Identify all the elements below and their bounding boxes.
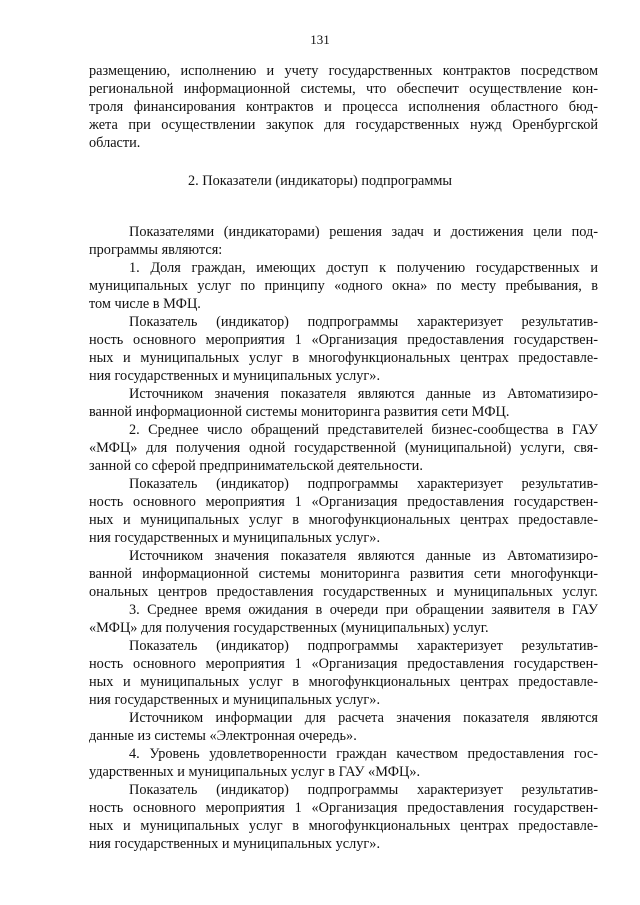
text-line: области. [89, 135, 141, 151]
text-line: размещению, исполнению и учету государственных контрактов посредством [89, 63, 598, 79]
text-line: ных и муниципальных услуг в многофункциональных центрах предоставле- [89, 818, 598, 834]
text-line: том числе в МФЦ. [89, 296, 201, 312]
text-line: ность основного мероприятия 1 «Организация предоставления государствен- [89, 800, 598, 816]
text-line: ных и муниципальных услуг в многофункциональных центрах предоставле- [89, 512, 598, 528]
text-line: 3. Среднее время ожидания в очереди при обращении заявителя в ГАУ [129, 602, 598, 618]
section-heading: 2. Показатели (индикаторы) подпрограммы [187, 173, 453, 189]
text-line: жета при осуществлении закупок для государственных нужд Оренбургской [89, 117, 598, 133]
text-line: ванной информационной системы мониторинга развития сети МФЦ. [89, 404, 510, 420]
page-number: 131 [310, 32, 330, 47]
text-line: ность основного мероприятия 1 «Организация предоставления государствен- [89, 332, 598, 348]
text-line: ных и муниципальных услуг в многофункциональных центрах предоставле- [89, 674, 598, 690]
text-line: троля финансирования контрактов и процесса исполнения областного бюд- [89, 99, 598, 115]
text-line: ния государственных и муниципальных услуг». [89, 530, 381, 546]
text-line: муниципальных услуг по принципу «одного окна» по месту пребывания, в [89, 278, 598, 294]
text-line: Показатель (индикатор) подпрограммы характеризует результатив- [129, 782, 598, 798]
text-line: Показателями (индикаторами) решения задач и достижения цели под- [129, 224, 598, 240]
text-line: ность основного мероприятия 1 «Организация предоставления государствен- [89, 656, 598, 672]
text-line: Источником информации для расчета значения показателя являются [129, 710, 598, 726]
text-line: Показатель (индикатор) подпрограммы характеризует результатив- [129, 476, 598, 492]
text-line: данные из системы «Электронная очередь». [89, 728, 357, 744]
text-line: программы являются: [89, 242, 223, 258]
text-line: 4. Уровень удовлетворенности граждан качеством предоставления гос- [129, 746, 598, 762]
text-line: Показатель (индикатор) подпрограммы характеризует результатив- [129, 314, 598, 330]
text-line: ванной информационной системы мониторинга развития сети многофункци- [89, 566, 598, 582]
text-line: ния государственных и муниципальных услуг». [89, 692, 381, 708]
text-line: занной со сферой предпринимательской деятельности. [89, 458, 423, 474]
text-line: Источником значения показателя являются данные из Автоматизиро- [129, 386, 598, 402]
text-line: региональной информационной системы, что обеспечит осуществление кон- [89, 81, 598, 97]
text-line: 1. Доля граждан, имеющих доступ к получению государственных и [129, 260, 598, 276]
text-line: ударственных и муниципальных услуг в ГАУ «МФЦ». [89, 764, 421, 780]
text-line: 2. Среднее число обращений представителей бизнес-сообщества в ГАУ [129, 422, 598, 438]
text-line: ных и муниципальных услуг в многофункциональных центрах предоставле- [89, 350, 598, 366]
text-line: Показатель (индикатор) подпрограммы характеризует результатив- [129, 638, 598, 654]
text-line: «МФЦ» для получения одной государственной (муниципальной) услуги, свя- [89, 440, 598, 456]
text-line: Источником значения показателя являются данные из Автоматизиро- [129, 548, 598, 564]
text-line: «МФЦ» для получения государственных (муниципальных) услуг. [89, 620, 489, 636]
text-line: ния государственных и муниципальных услуг». [89, 368, 381, 384]
text-line: ональных центров предоставления государственных и муниципальных услуг. [89, 584, 598, 600]
text-line: ния государственных и муниципальных услуг». [89, 836, 381, 852]
text-line: ность основного мероприятия 1 «Организация предоставления государствен- [89, 494, 598, 510]
